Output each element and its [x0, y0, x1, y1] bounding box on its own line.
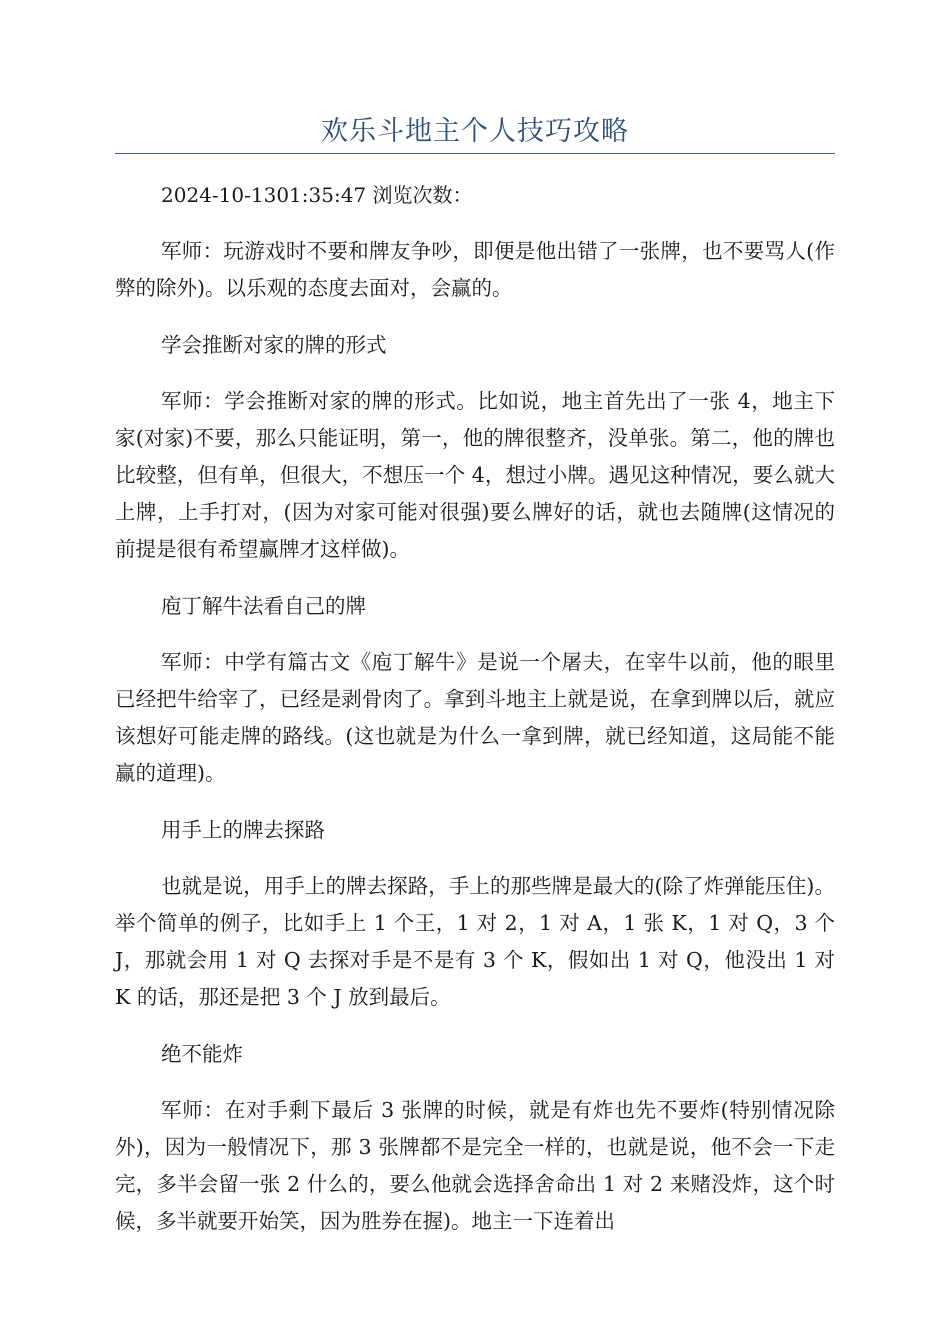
section-heading: 用手上的牌去探路 — [161, 818, 325, 842]
section-heading: 学会推断对家的牌的形式 — [161, 333, 387, 357]
paragraph: 军师：在对手剩下最后 3 张牌的时候，就是有炸也先不要炸(特别情况除外)，因为一般情况下，那 3 张牌都不是完全一样的，也就是说，他不会一下走完，多半会留一张 2 什么的，要么他就会选择舍命出 1 对 2 来赌没炸，这个时候，多半就要开始笑，因为胜券在握)。地主一下连着出 — [115, 1098, 835, 1233]
paragraph: 军师：玩游戏时不要和牌友争吵，即便是他出错了一张牌，也不要骂人(作弊的除外)。以乐观的态度去面对，会赢的。 — [115, 239, 835, 300]
paragraph: 军师：学会推断对家的牌的形式。比如说，地主首先出了一张 4，地主下家(对家)不要，那么只能证明，第一，他的牌很整齐，没单张。第二，他的牌也比较整，但有单，但很大，不想压一个 4，想过小牌。遇见这种情况，要么就大上牌，上手打对，(因为对家可能对很强)要么牌好的话，就也去随牌(这情况的前提是很有希望赢牌才这样做)。 — [115, 389, 835, 561]
paragraph: 军师：中学有篇古文《庖丁解牛》是说一个屠夫，在宰牛以前，他的眼里已经把牛给宰了，已经是剥骨肉了。拿到斗地主上就是说，在拿到牌以后，就应该想好可能走牌的路线。(这也就是为什么一拿到牌，就已经知道，这局能不能赢的道理)。 — [115, 650, 835, 785]
section-heading: 绝不能炸 — [161, 1042, 243, 1066]
section-heading: 庖丁解牛法看自己的牌 — [161, 594, 366, 618]
document-title: 欢乐斗地主个人技巧攻略 — [321, 116, 629, 147]
title-underline — [115, 153, 835, 154]
paragraph: 也就是说，用手上的牌去探路，手上的那些牌是最大的(除了炸弹能压住)。举个简单的例子，比如手上 1 个王，1 对 2，1 对 A，1 张 K，1 对 Q，3 个 J，那就会用 1 对 Q 去探对手是不是有 3 个 K，假如出 1 对 Q，他没出 1 对 K 的话，那还是把 3 个 J 放到最后。 — [115, 874, 835, 1009]
document-page — [115, 112, 835, 1240]
meta-line: 2024-10-1301:35:47 浏览次数： — [161, 183, 473, 207]
